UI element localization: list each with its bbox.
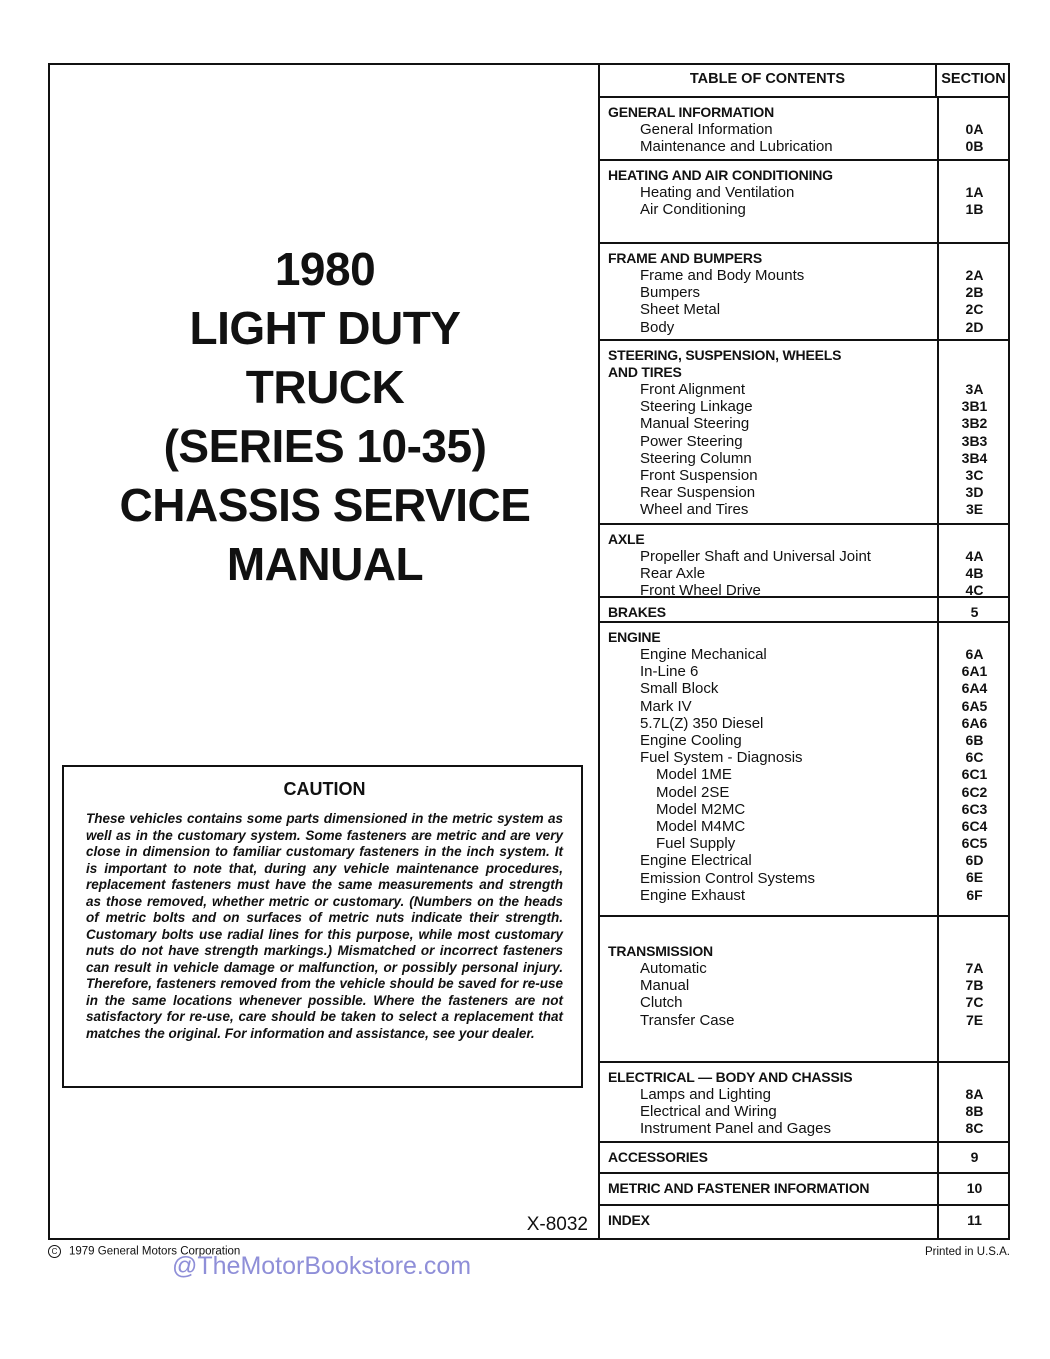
toc-section-title[interactable]: STEERING, SUSPENSION, WHEELS [608, 347, 842, 363]
toc-entry-code: 4A [965, 548, 984, 564]
toc-section-title[interactable]: HEATING AND AIR CONDITIONING [608, 167, 833, 183]
title-line: CHASSIS SERVICE [119, 479, 531, 531]
toc-section-title[interactable]: GENERAL INFORMATION [608, 104, 775, 120]
toc-section [600, 244, 1010, 341]
toc-entry-code: 0B [965, 138, 984, 155]
watermark: @TheMotorBookstore.com [172, 1252, 472, 1280]
toc-entry-code: 6C1 [961, 766, 988, 783]
toc-section [600, 98, 1010, 161]
toc-entry-code: 6B [965, 731, 984, 748]
toc-entry-code: 2A [965, 267, 984, 283]
toc-entry[interactable]: Steering Linkage [640, 398, 753, 416]
toc-entry-code: 6F [966, 886, 983, 903]
toc-entry[interactable]: Manual Steering [640, 415, 750, 433]
toc-section-title[interactable]: AXLE [608, 531, 645, 547]
toc-entry-code: 3D [965, 484, 984, 501]
toc-entry[interactable]: Steering Column [640, 449, 752, 467]
toc-section-entries [600, 598, 937, 621]
toc-entry-code: 6C [965, 749, 984, 766]
toc-entry-code: 6A6 [961, 714, 988, 731]
toc-section-entries [600, 1174, 937, 1204]
toc-section-title[interactable]: ENGINE [608, 629, 661, 645]
toc-section-title[interactable]: TRANSMISSION [608, 943, 713, 959]
toc-section [600, 1063, 1010, 1143]
toc-entry-code: 7C [965, 994, 984, 1011]
toc-entry[interactable]: Model 2SE [656, 783, 730, 801]
toc-entry-code: 6D [965, 852, 984, 869]
toc-entry[interactable]: Sheet Metal [640, 301, 721, 319]
toc-section-entries [600, 244, 937, 339]
toc-section [600, 525, 1010, 598]
toc-entry-code: 6A [965, 646, 984, 662]
title-line: 1980 [274, 243, 376, 295]
toc-section-entries [600, 623, 937, 915]
toc-entry-code: 3E [965, 501, 984, 518]
toc-section-title[interactable]: AND TIRES [608, 364, 682, 380]
toc-section-entries [600, 161, 937, 242]
toc-entry[interactable]: Rear Suspension [640, 484, 756, 502]
toc-entry[interactable]: Model M2MC [656, 800, 746, 818]
toc-section-entries [600, 917, 937, 1061]
toc-entry-code: 2B [965, 284, 984, 301]
toc-entry[interactable]: Propeller Shaft and Universal Joint [640, 548, 871, 565]
toc-entry-code: 6A1 [961, 663, 988, 680]
toc-entry-code: 7A [965, 960, 984, 976]
toc-entry[interactable]: Engine Exhaust [640, 886, 746, 904]
toc-entry-code: 6C4 [961, 817, 988, 834]
toc-section-title[interactable]: ACCESSORIES [608, 1149, 708, 1165]
toc-entry[interactable]: Emission Control Systems [640, 869, 816, 887]
toc-entry-code: 3B4 [961, 449, 988, 466]
toc-entry[interactable]: Front Wheel Drive [640, 582, 761, 600]
toc-entry-code: 3B1 [961, 398, 988, 415]
printed-notice: Printed in U.S.A. [924, 1246, 1010, 1258]
toc-entry[interactable]: Heating and Ventilation [640, 184, 795, 201]
toc-entry[interactable]: Small Block [640, 680, 719, 698]
toc-section [600, 598, 1010, 623]
toc-section-codes [937, 623, 1010, 915]
toc-entry[interactable]: Engine Cooling [640, 732, 742, 750]
copyright-icon: C [48, 1245, 61, 1258]
toc-entry[interactable]: Lamps and Lighting [640, 1086, 771, 1103]
toc-entry-code: 0A [965, 121, 984, 137]
caution-heading: CAUTION [283, 779, 366, 799]
toc-entry-code: 8A [965, 1086, 984, 1102]
toc-section-title[interactable]: METRIC AND FASTENER INFORMATION [608, 1180, 870, 1196]
toc-entry[interactable]: Model M4MC [656, 818, 746, 836]
toc-entry[interactable]: Bumpers [640, 284, 701, 302]
toc-entry-code: 6E [965, 869, 984, 886]
toc-entry[interactable]: Clutch [640, 994, 683, 1012]
copyright-text: 1979 General Motors Corporation [69, 1245, 241, 1258]
toc-entry-code: 1B [965, 201, 984, 218]
toc-entry[interactable]: Mark IV [640, 697, 692, 715]
toc-section-title[interactable]: ELECTRICAL — BODY AND CHASSIS [608, 1069, 853, 1085]
table-of-contents [598, 63, 1010, 1240]
toc-entry-code: 4B [965, 565, 984, 582]
toc-sections [600, 98, 1010, 1238]
document-number: X-8032 [526, 1214, 588, 1235]
toc-section-title[interactable]: FRAME AND BUMPERS [608, 250, 762, 266]
toc-entry-code: 6A5 [961, 697, 988, 714]
toc-entry[interactable]: In-Line 6 [640, 663, 699, 681]
toc-entry-code: 2C [965, 301, 984, 318]
toc-header-title: TABLE OF CONTENTS [689, 71, 846, 87]
toc-section-title[interactable]: INDEX [608, 1212, 650, 1228]
toc-entry[interactable]: Front Suspension [640, 467, 758, 485]
toc-section-codes [937, 98, 1010, 159]
toc-entry-code: 1A [965, 184, 984, 200]
toc-section [600, 341, 1010, 525]
title-line: (SERIES 10-35) [163, 420, 487, 472]
toc-section-code: 5 [970, 604, 979, 620]
toc-entry-code: 3C [965, 466, 984, 483]
toc-entry-code: 4C [965, 582, 984, 599]
toc-entry-code: 6A4 [961, 680, 988, 697]
toc-section [600, 1206, 1010, 1238]
toc-entry[interactable]: Rear Axle [640, 565, 706, 583]
toc-section-entries [600, 1206, 937, 1238]
toc-entry-code: 3A [965, 381, 984, 397]
toc-entry[interactable]: Engine Mechanical [640, 646, 767, 663]
toc-section [600, 1143, 1010, 1174]
toc-section-code: 10 [966, 1180, 983, 1196]
toc-entry-code: 3B3 [961, 432, 988, 449]
toc-entry[interactable]: Body [640, 318, 675, 336]
toc-entry-code: 8C [965, 1120, 984, 1137]
toc-section [600, 623, 1010, 917]
toc-entry[interactable]: Frame and Body Mounts [640, 267, 805, 284]
toc-entry[interactable]: Fuel Supply [656, 835, 736, 853]
toc-section-codes [937, 525, 1010, 599]
toc-section [600, 917, 1010, 1063]
toc-section-codes [937, 917, 1010, 1061]
toc-entry[interactable]: Power Steering [640, 432, 743, 450]
toc-section-title[interactable]: BRAKES [608, 604, 666, 620]
toc-entry[interactable]: Wheel and Tires [640, 501, 749, 519]
toc-section-codes [937, 1063, 1010, 1141]
toc-entry[interactable]: Electrical and Wiring [640, 1103, 777, 1121]
toc-entry-code: 7E [965, 1011, 984, 1028]
toc-section-codes [937, 244, 1010, 339]
toc-section-entries [600, 98, 937, 159]
title-line: MANUAL [226, 538, 424, 590]
toc-section-code: 11 [967, 1212, 982, 1228]
toc-entry-code: 6C2 [961, 783, 988, 800]
toc-section-codes [937, 1143, 1010, 1172]
caution-box [62, 765, 583, 1088]
title-line: LIGHT DUTY [189, 302, 461, 354]
toc-entry[interactable]: Engine Electrical [640, 852, 752, 870]
toc-section-codes [937, 598, 1010, 621]
toc-entry-code: 7B [965, 977, 984, 994]
toc-entry[interactable]: Air Conditioning [640, 201, 746, 219]
toc-section [600, 161, 1010, 244]
toc-entry[interactable]: Model 1ME [656, 766, 732, 784]
toc-section-codes [937, 161, 1010, 242]
toc-entry[interactable]: General Information [640, 121, 773, 138]
toc-entry[interactable]: Fuel System - Diagnosis [640, 749, 803, 767]
toc-section-codes [937, 1206, 1010, 1238]
toc-entry-code: 3B2 [961, 415, 988, 432]
toc-section-entries [600, 1143, 937, 1172]
toc-header [600, 63, 1010, 98]
toc-entry-code: 2D [965, 318, 984, 335]
toc-header-section: SECTION [935, 63, 1010, 96]
toc-section-entries [600, 341, 937, 523]
toc-section-entries [600, 525, 937, 600]
toc-entry[interactable]: Manual [640, 977, 690, 995]
toc-entry[interactable]: Front Alignment [640, 381, 746, 398]
toc-section-codes [937, 1174, 1010, 1204]
toc-entry-code: 6C5 [961, 835, 988, 852]
toc-section-entries [600, 1063, 937, 1141]
toc-section-code: 9 [970, 1149, 979, 1165]
toc-section-codes [937, 341, 1010, 523]
toc-entry[interactable]: Maintenance and Lubrication [640, 138, 833, 156]
toc-entry[interactable]: Automatic [640, 960, 707, 977]
toc-entry-code: 6C3 [961, 800, 988, 817]
toc-section [600, 1174, 1010, 1206]
toc-entry[interactable]: Instrument Panel and Gages [640, 1120, 831, 1138]
toc-entry[interactable]: Transfer Case [640, 1011, 735, 1029]
caution-text: These vehicles contains some parts dimensioned in the metric system as well as in the customary system. Some fasteners are metric and are very close in dimension to familiar customary fasteners in the inch system. It is important to note that, during any vehicle maintenance procedures, replacement fasteners must have the same measurements and strength as those removed, whether metric or customary. (Numbers on the heads of metric bolts and on surfaces of metric nuts indicate their strength. Customary bolts use radial lines for this purpose, while most customary nuts do not have strength markings.) Mismatched or incorrect fasteners can result in vehicle damage or malfunction, or possibly personal injury. Therefore, fasteners removed from the vehicle should be saved for re-use in the same locations whenever possible. Where the fasteners are not satisfactory for re-use, care should be taken to select a replacement that matches the original. For information and assistance, see your dealer. [86, 811, 563, 1041]
toc-entry-code: 8B [965, 1103, 984, 1120]
manual-title [60, 240, 590, 594]
toc-entry[interactable]: 5.7L(Z) 350 Diesel [640, 714, 764, 732]
title-line: TRUCK [245, 361, 405, 413]
